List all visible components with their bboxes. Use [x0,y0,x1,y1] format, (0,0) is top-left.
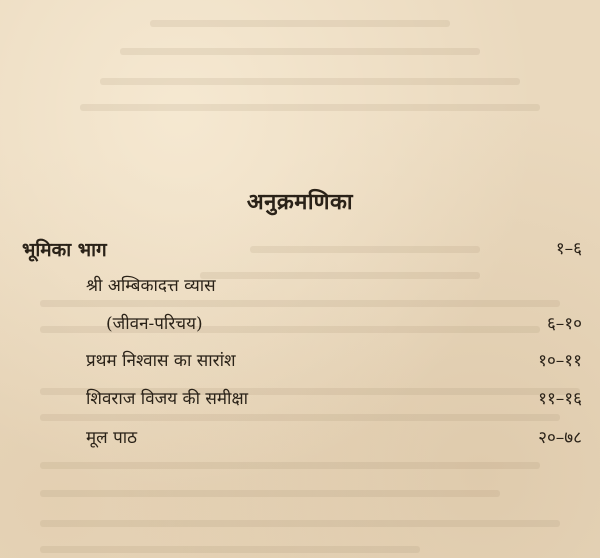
toc-entry-label: मूल पाठ [86,428,138,448]
toc-entry-pages: १०–११ [538,351,582,371]
toc-entry-label: प्रथम निश्वास का सारांश [86,351,236,371]
toc-entry-label: भूमिका भाग [22,239,107,261]
toc-entry [0,425,600,455]
toc-entry-pages: ६–१० [546,314,582,334]
toc-entry [0,386,600,416]
toc-entry [0,311,600,341]
toc-entry [0,273,600,303]
page-title: अनुक्रमणिका [246,189,354,215]
toc-entry [0,348,600,378]
toc-entry-pages: १–६ [555,239,582,259]
toc-entry [0,236,600,266]
toc-entry-label: (जीवन-परिचय) [106,314,203,334]
toc-entry-label: शिवराज विजय की समीक्षा [86,389,249,409]
toc-entry-pages: २०–७८ [538,428,582,448]
toc-entry-label: श्री अम्बिकादत्त व्यास [86,276,216,296]
toc-entry-pages: ११–१६ [538,389,582,409]
